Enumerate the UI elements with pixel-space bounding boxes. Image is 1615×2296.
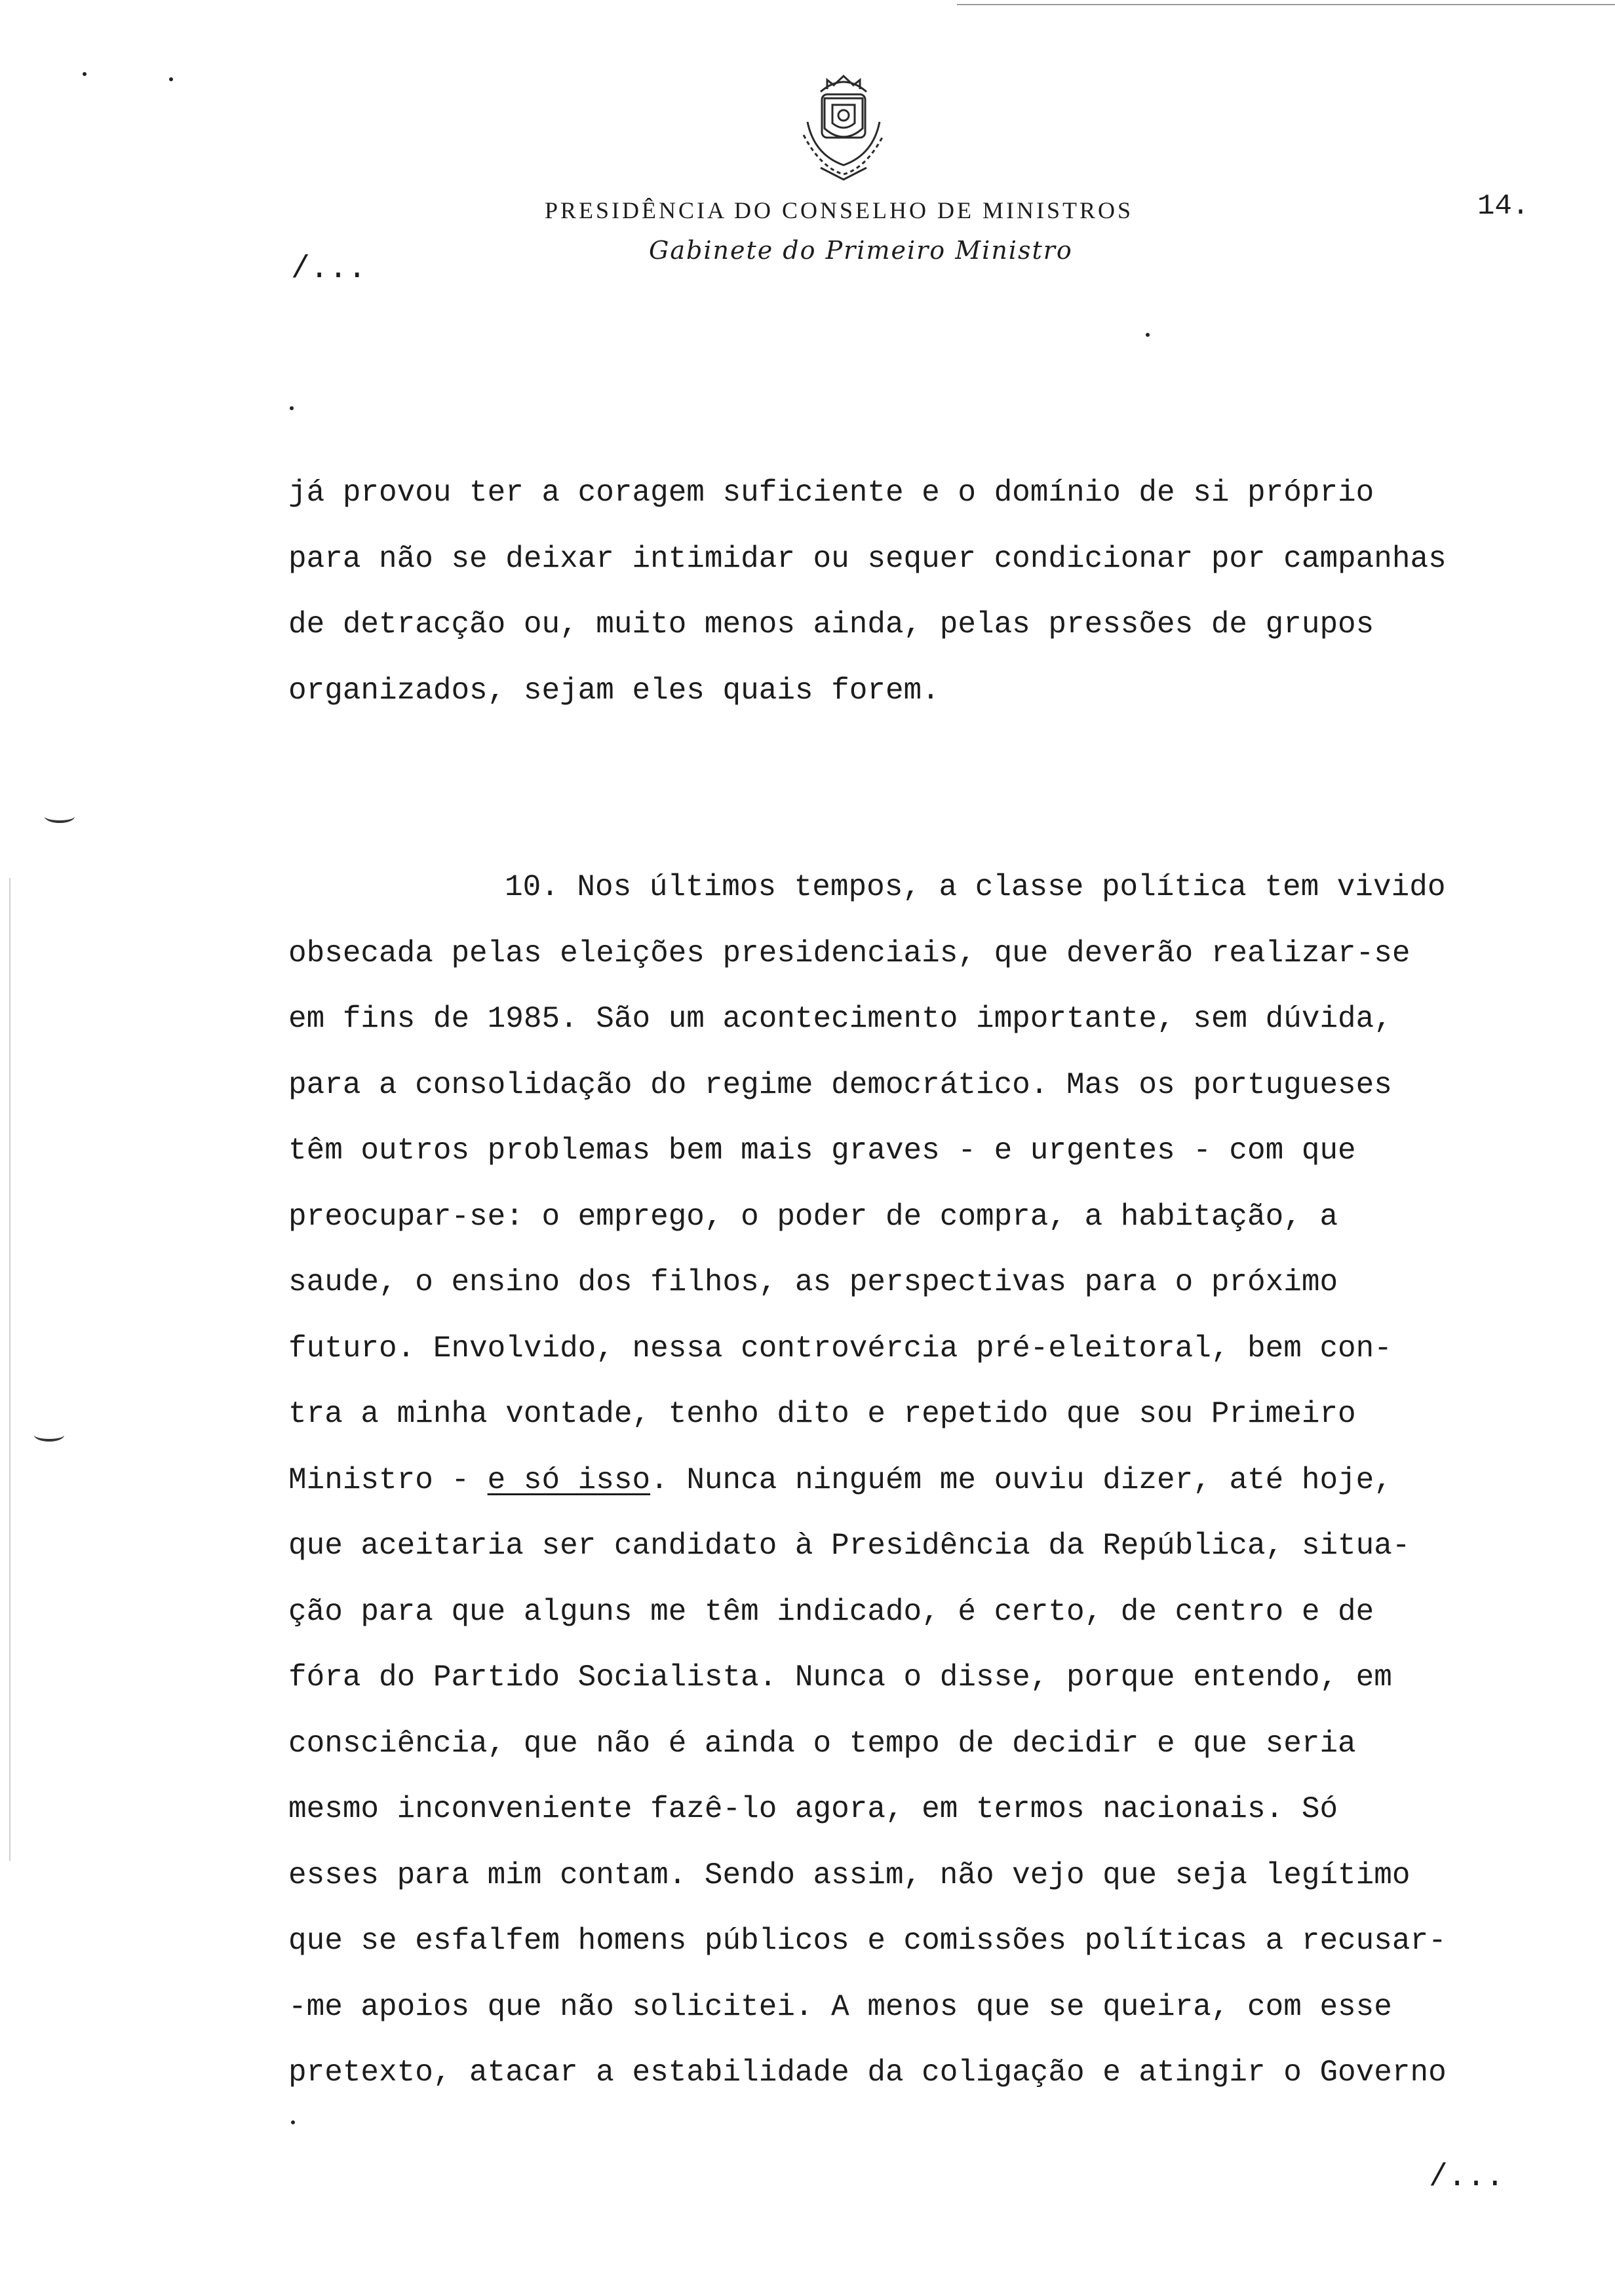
text-line: ção para que alguns me têm indicado, é certo, de centro e de — [288, 1594, 1374, 1629]
scan-left-edge — [9, 878, 10, 1861]
scan-speck — [290, 406, 294, 410]
text-line: fóra do Partido Socialista. Nunca o disse, porque entendo, em — [288, 1660, 1392, 1694]
text-line: saude, o ensino dos filhos, as perspectivas para o próximo — [288, 1265, 1338, 1299]
text-line: preocupar-se: o emprego, o poder de compra, a habitação, a — [288, 1199, 1338, 1234]
text-line: pretexto, atacar a estabilidade da coligação e atingir o Governo — [288, 2056, 1447, 2090]
emphasis-line — [288, 1447, 1547, 1514]
scan-speck — [169, 77, 173, 81]
coat-of-arms-icon — [781, 63, 906, 187]
scan-top-rule — [957, 4, 1615, 5]
text-line: de detracção ou, muito menos ainda, pelas pressões de grupos — [288, 607, 1374, 641]
continued-on-marker: /... — [1429, 2160, 1505, 2195]
paragraph-1 — [288, 460, 1547, 723]
text-line: -me apoios que não solicitei. A menos que se queira, com esse — [288, 1989, 1392, 2024]
continued-from-marker: /... — [291, 252, 367, 287]
underlined-phrase: e só isso — [487, 1463, 651, 1497]
paragraph-2 — [288, 854, 1547, 2106]
header-subtitle: Gabinete do Primeiro Ministro — [649, 236, 1073, 265]
text-line: esses para mim contam. Sendo assim, não vejo que seja legítimo — [288, 1858, 1411, 1892]
text-line: que aceitaria ser candidato à Presidência da República, situa- — [288, 1529, 1411, 1563]
text-segment: Ministro - — [288, 1463, 488, 1497]
text-segment: . Nunca ninguém me ouviu dizer, até hoje, — [650, 1463, 1392, 1497]
page-number: 14. — [1477, 190, 1530, 223]
punch-hole-mark — [45, 810, 75, 823]
text-line: organizados, sejam eles quais forem. — [288, 673, 940, 708]
scan-speck — [83, 72, 87, 76]
text-line: futuro. Envolvido, nessa controvércia pré-eleitoral, bem con- — [288, 1331, 1392, 1366]
text-line: para a consolidação do regime democrático. Mas os portugueses — [288, 1067, 1392, 1102]
text-line: obsecada pelas eleições presidenciais, que deverão realizar-se — [288, 936, 1411, 970]
punch-hole-mark — [34, 1428, 64, 1442]
header-title: PRESIDÊNCIA DO CONSELHO DE MINISTROS — [544, 197, 1134, 223]
text-line: têm outros problemas bem mais graves - e urgentes - com que — [288, 1134, 1356, 1168]
text-line: em fins de 1985. São um acontecimento importante, sem dúvida, — [288, 1002, 1392, 1036]
text-line: consciência, que não é ainda o tempo de decidir e que seria — [288, 1726, 1356, 1761]
text-line: 10. Nos últimos tempos, a classe política tem vivido — [505, 870, 1446, 904]
text-line: mesmo inconveniente fazê-lo agora, em termos nacionais. Só — [288, 1792, 1338, 1826]
scan-speck — [1146, 333, 1150, 337]
text-line: já provou ter a coragem suficiente e o domínio de si próprio — [288, 476, 1374, 510]
scan-speck — [291, 2120, 295, 2124]
text-line: que se esfalfem homens públicos e comissões políticas a recusar- — [288, 1924, 1447, 1958]
text-line: tra a minha vontade, tenho dito e repetido que sou Primeiro — [288, 1397, 1356, 1431]
text-line: para não se deixar intimidar ou sequer condicionar por campanhas — [288, 541, 1447, 576]
